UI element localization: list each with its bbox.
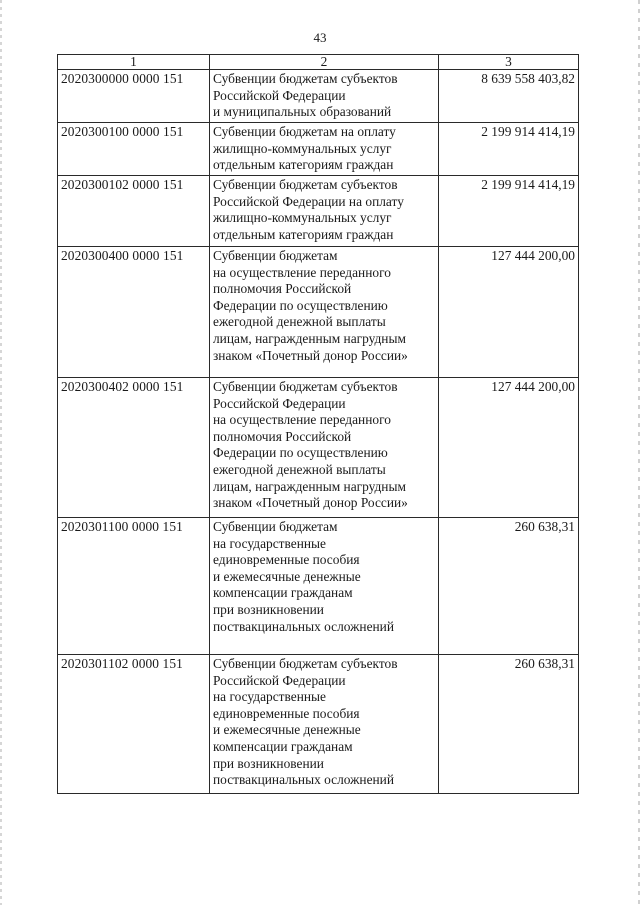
amount-cell: 8 639 558 403,82 bbox=[439, 70, 579, 123]
description-cell: Субвенции бюджетам субъектов Российской Федерации на оплату жилищно-коммунальных услуг отдельным категориям граждан bbox=[210, 176, 439, 247]
amount-cell: 127 444 200,00 bbox=[439, 378, 579, 518]
description-cell: Субвенции бюджетам на осуществление переданного полномочия Российской Федерации по осуществлению ежегодной денежной выплаты лицам, награжденным нагрудным знаком «Почетный донор России» bbox=[210, 247, 439, 378]
column-header-1: 1 bbox=[58, 55, 210, 70]
amount-cell: 127 444 200,00 bbox=[439, 247, 579, 378]
amount-cell: 2 199 914 414,19 bbox=[439, 123, 579, 176]
code-cell: 2020300100 0000 151 bbox=[58, 123, 210, 176]
description-cell: Субвенции бюджетам субъектов Российской Федерации на государственные единовременные пособия и ежемесячные денежные компенсации гражданам при возникновении поствакцинальных осложнений bbox=[210, 655, 439, 794]
table-row bbox=[58, 176, 579, 247]
code-cell: 2020301100 0000 151 bbox=[58, 518, 210, 655]
table-row bbox=[58, 378, 579, 518]
description-cell: Субвенции бюджетам на оплату жилищно-коммунальных услуг отдельным категориям граждан bbox=[210, 123, 439, 176]
amount-cell: 260 638,31 bbox=[439, 655, 579, 794]
page-number: 43 bbox=[313, 30, 327, 45]
code-cell: 2020300000 0000 151 bbox=[58, 70, 210, 123]
table-row bbox=[58, 123, 579, 176]
code-cell: 2020301102 0000 151 bbox=[58, 655, 210, 794]
table-row bbox=[58, 655, 579, 794]
code-cell: 2020300400 0000 151 bbox=[58, 247, 210, 378]
description-cell: Субвенции бюджетам субъектов Российской Федерации и муниципальных образований bbox=[210, 70, 439, 123]
table-row bbox=[58, 70, 579, 123]
table-row bbox=[58, 247, 579, 378]
header-row bbox=[58, 55, 579, 70]
column-header-3: 3 bbox=[439, 55, 579, 70]
table-row bbox=[58, 518, 579, 655]
code-cell: 2020300102 0000 151 bbox=[58, 176, 210, 247]
code-cell: 2020300402 0000 151 bbox=[58, 378, 210, 518]
amount-cell: 260 638,31 bbox=[439, 518, 579, 655]
budget-table bbox=[57, 54, 579, 794]
column-header-2: 2 bbox=[210, 55, 439, 70]
scan-edge-left bbox=[0, 0, 2, 905]
description-cell: Субвенции бюджетам на государственные единовременные пособия и ежемесячные денежные компенсации гражданам при возникновении поствакцинальных осложнений bbox=[210, 518, 439, 655]
description-cell: Субвенции бюджетам субъектов Российской Федерации на осуществление переданного полномочия Российской Федерации по осуществлению ежегодной денежной выплаты лицам, награжденным нагрудным знаком «Почетный донор России» bbox=[210, 378, 439, 518]
amount-cell: 2 199 914 414,19 bbox=[439, 176, 579, 247]
